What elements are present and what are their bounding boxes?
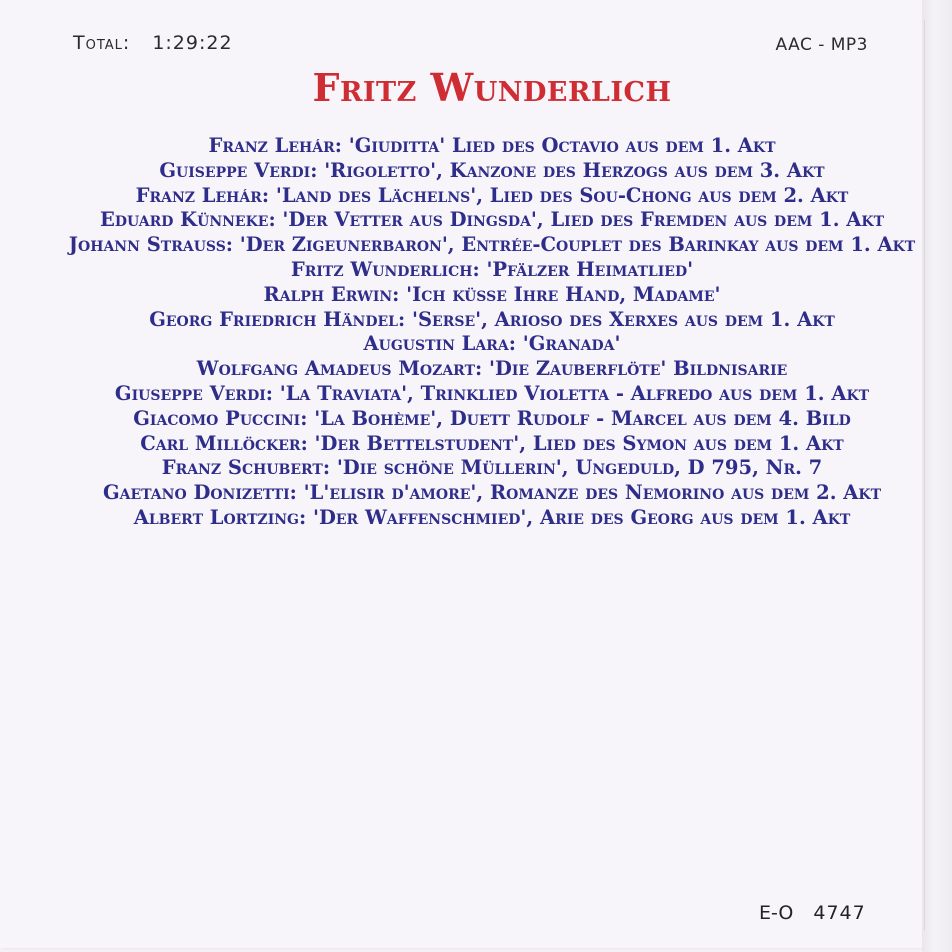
total-time: 1:29:22 — [152, 32, 233, 54]
total-label: Total: — [73, 32, 131, 54]
total-duration — [73, 32, 233, 54]
track-item: Gaetano Donizetti: 'L'elisir d'amore', Romanze des Nemorino aus dem 2. Akt — [102, 481, 882, 505]
cover-edge — [922, 0, 952, 952]
edge-divider — [924, 20, 925, 930]
track-item: Fritz Wunderlich: 'Pfälzer Heimatlied' — [290, 257, 694, 281]
track-item: Giacomo Puccini: 'La Bohème', Duett Rudolf - Marcel aus dem 4. Bild — [133, 406, 851, 430]
catalog-code: 4747 — [813, 902, 866, 924]
track-item: Albert Lortzing: 'Der Waffenschmied', Arie des Georg aus dem 1. Akt — [133, 505, 851, 529]
track-item: Eduard Künneke: 'Der Vetter aus Dingsda', Lied des Fremden aus dem 1. Akt — [99, 208, 885, 232]
catalog-label: E-O — [759, 902, 794, 924]
format-label: AAC - MP3 — [775, 35, 868, 55]
track-item: Wolfgang Amadeus Mozart: 'Die Zauberflöte' Bildnisarie — [196, 357, 788, 381]
track-item: Augustin Lara: 'Granada' — [363, 332, 621, 356]
track-list — [66, 134, 918, 531]
track-item: Carl Millöcker: 'Der Bettelstudent', Lied des Symon aus dem 1. Akt — [140, 431, 844, 455]
track-item: Georg Friedrich Händel: 'Serse', Arioso des Xerxes aus dem 1. Akt — [149, 307, 835, 331]
album-title: Fritz Wunderlich — [312, 65, 672, 110]
track-item: Ralph Erwin: 'Ich küsse Ihre Hand, Madame' — [263, 282, 721, 306]
track-item: Franz Lehár: 'Land des Lächelns', Lied des Sou-Chong aus dem 2. Akt — [135, 183, 849, 207]
catalog-number — [759, 902, 866, 924]
track-item: Johann Strauss: 'Der Zigeunerbaron', Entrée-Couplet des Barinkay aus dem 1. Akt — [68, 233, 916, 257]
track-item: Giuseppe Verdi: 'La Traviata', Trinklied Violetta - Alfredo aus dem 1. Akt — [114, 381, 870, 405]
track-item: Franz Schubert: 'Die schöne Müllerin', Ungeduld, D 795, Nr. 7 — [161, 456, 823, 480]
track-item: Guiseppe Verdi: 'Rigoletto', Kanzone des Herzogs aus dem 3. Akt — [159, 158, 825, 182]
track-item: Franz Lehár: 'Giuditta' Lied des Octavio aus dem 1. Akt — [208, 134, 776, 157]
